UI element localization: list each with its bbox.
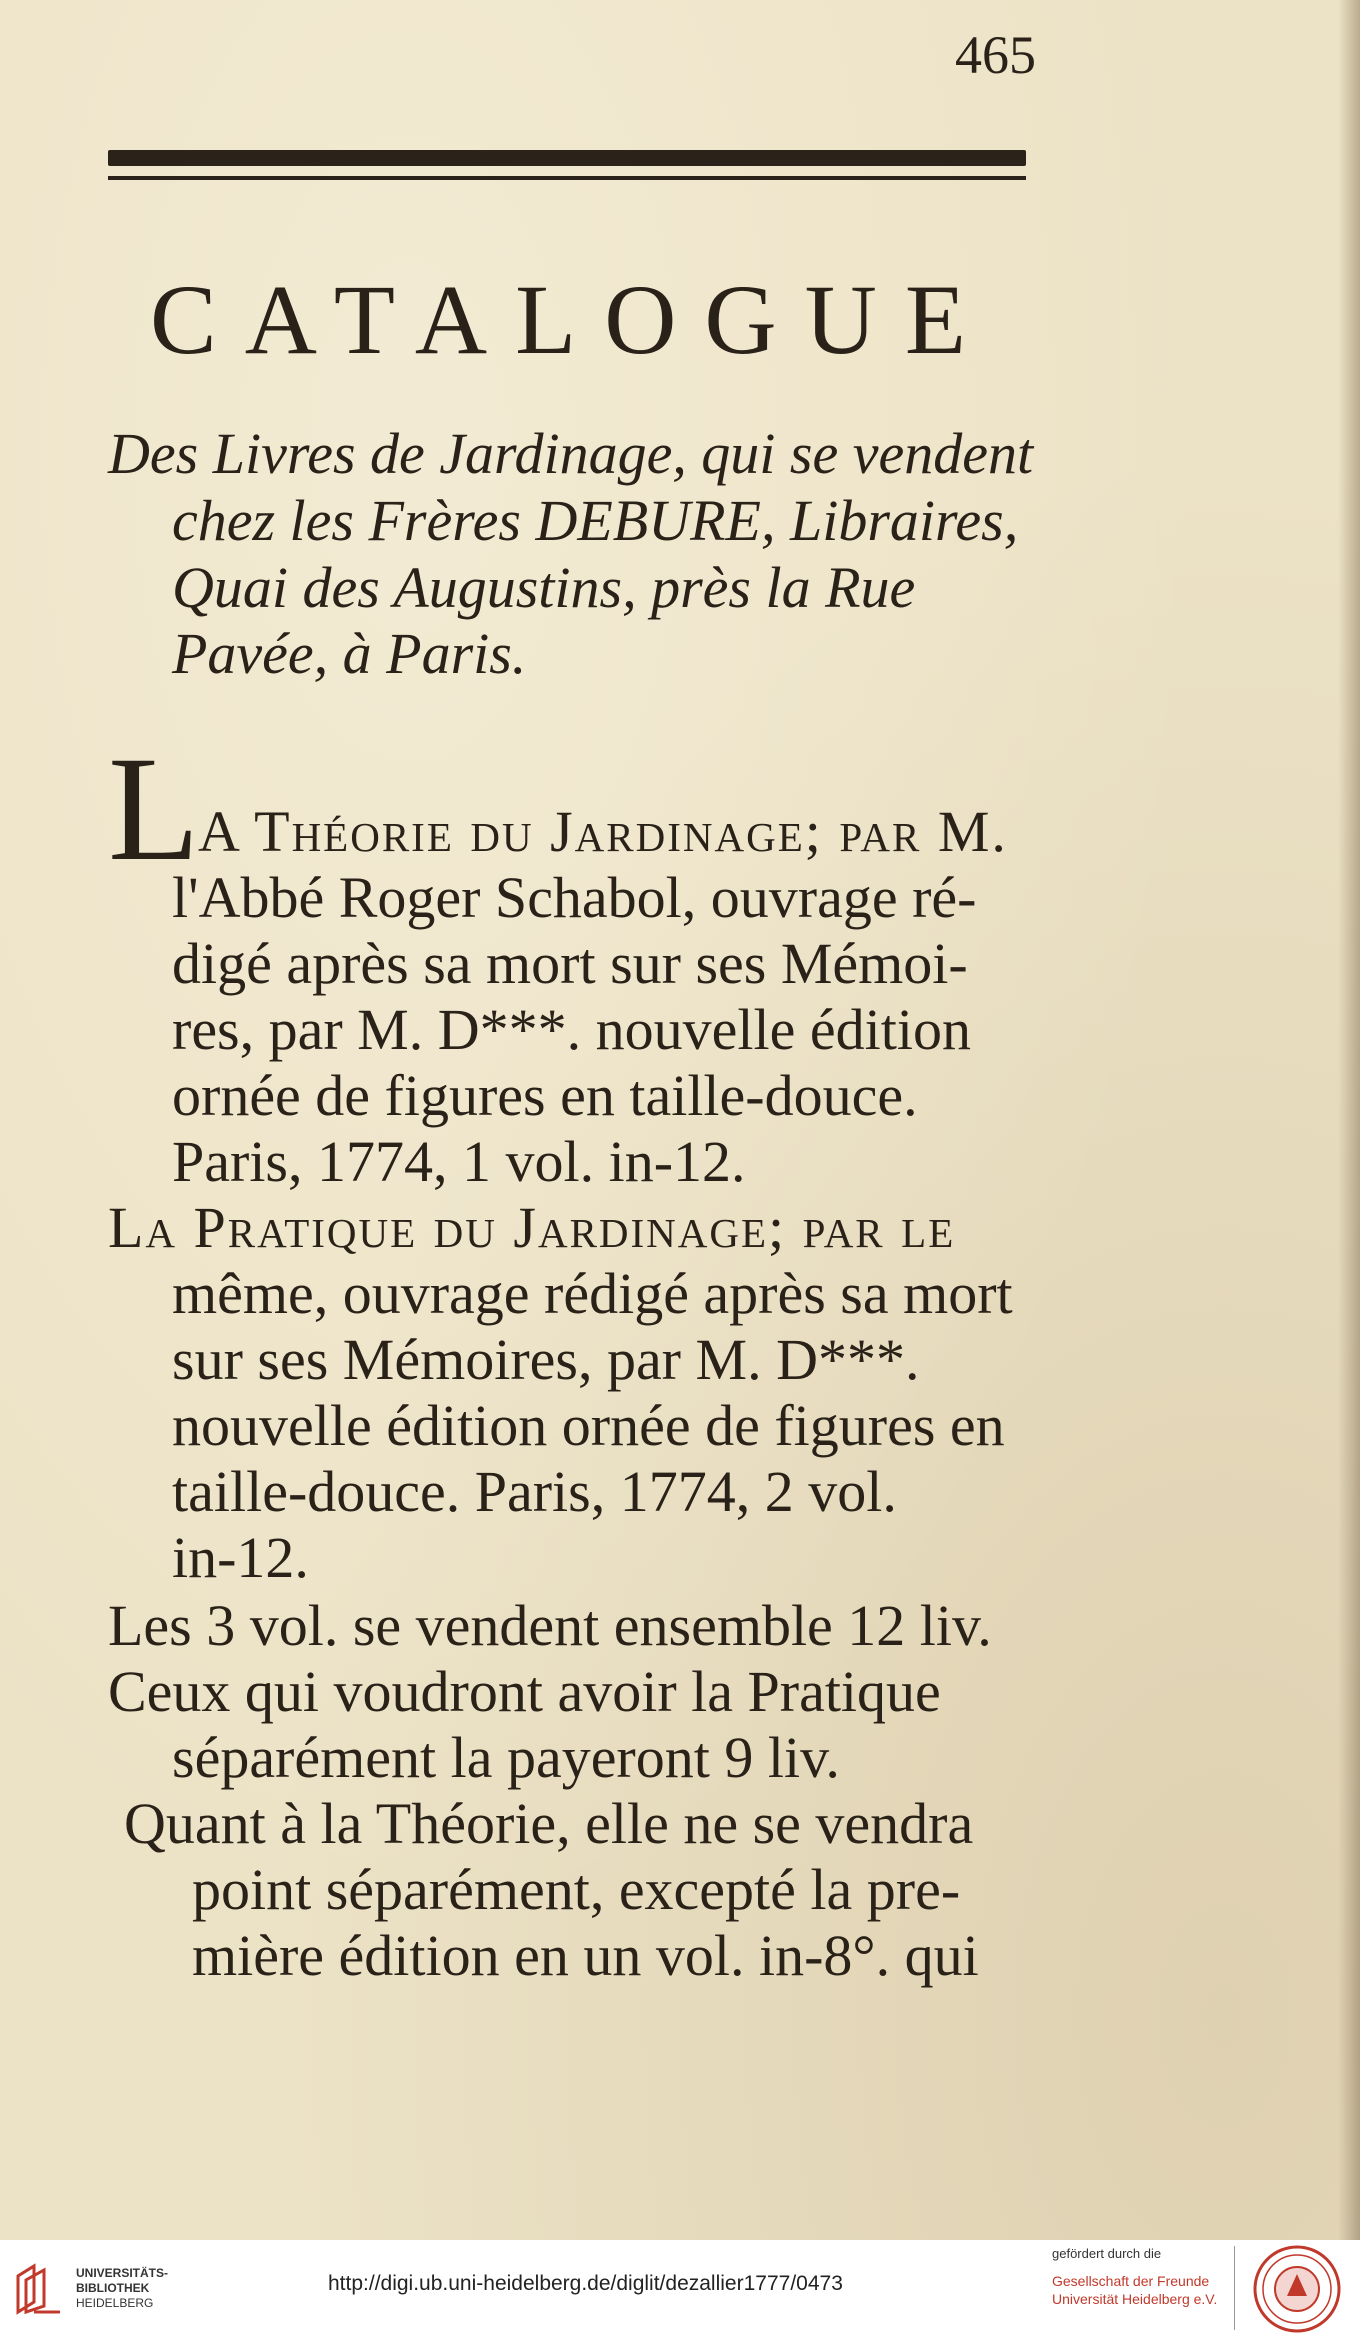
funded-by-label: gefördert durch die: [1052, 2246, 1162, 2261]
body-line: mière édition en un vol. in-8°. qui: [192, 1923, 979, 1988]
page-edge-shadow: [1338, 0, 1360, 2240]
body-line: l'Abbé Roger Schabol, ouvrage ré-: [172, 865, 977, 930]
ornamental-rule-thin: [108, 176, 1026, 180]
society-name-line: Universität Heidelberg e.V.: [1052, 2291, 1218, 2307]
society-name: [1052, 2272, 1217, 2308]
subtitle-line: chez les Frères DEBURE, Libraires,: [172, 488, 1019, 553]
library-name-line: BIBLIOTHEK: [76, 2281, 150, 2295]
library-name-line: HEIDELBERG: [76, 2296, 154, 2310]
body-line: même, ouvrage rédigé après sa mort: [172, 1261, 1013, 1326]
body-line: taille-douce. Paris, 1774, 2 vol.: [172, 1459, 897, 1524]
body-line: res, par M. D***. nouvelle édition: [172, 997, 971, 1062]
body-line: A Théorie du Jardinage; par M.: [198, 799, 1008, 864]
body-line: La Pratique du Jardinage; par le: [108, 1195, 956, 1260]
body-line: Quant à la Théorie, elle ne se vendra: [124, 1791, 974, 1856]
body-line: sur ses Mémoires, par M. D***.: [172, 1327, 920, 1392]
drop-capital: L: [108, 726, 200, 892]
university-seal-icon: [1252, 2244, 1342, 2334]
body-line: Ceux qui voudront avoir la Pratique: [108, 1659, 941, 1724]
body-line: point séparément, excepté la pre-: [192, 1857, 961, 1922]
body-line: séparément la payeront 9 liv.: [172, 1725, 840, 1790]
body-line: Les 3 vol. se vendent ensemble 12 liv.: [108, 1593, 992, 1658]
page-number: 465: [955, 25, 1036, 85]
library-name: [76, 2266, 168, 2311]
subtitle-line: Quai des Augustins, près la Rue: [172, 555, 916, 620]
body-line: in-12.: [172, 1525, 309, 1590]
library-name-line: UNIVERSITÄTS-: [76, 2266, 169, 2280]
permalink-url[interactable]: http://digi.ub.uni-heidelberg.de/diglit/dezallier1777/0473: [328, 2272, 843, 2295]
body-line: Paris, 1774, 1 vol. in-12.: [172, 1129, 746, 1194]
society-name-line: Gesellschaft der Freunde: [1052, 2273, 1210, 2289]
body-line: digé après sa mort sur ses Mémoi-: [172, 931, 968, 996]
body-line: ornée de figures en taille-douce.: [172, 1063, 918, 1128]
ornamental-rule: [108, 150, 1026, 166]
library-logo-icon: [14, 2262, 64, 2316]
page-title: CATALOGUE: [150, 264, 994, 375]
subtitle-line: Des Livres de Jardinage, qui se vendent: [108, 421, 1034, 486]
body-line: nouvelle édition ornée de figures en: [172, 1393, 1005, 1458]
footer-divider: [1234, 2246, 1235, 2330]
subtitle-line: Pavée, à Paris.: [172, 621, 527, 686]
